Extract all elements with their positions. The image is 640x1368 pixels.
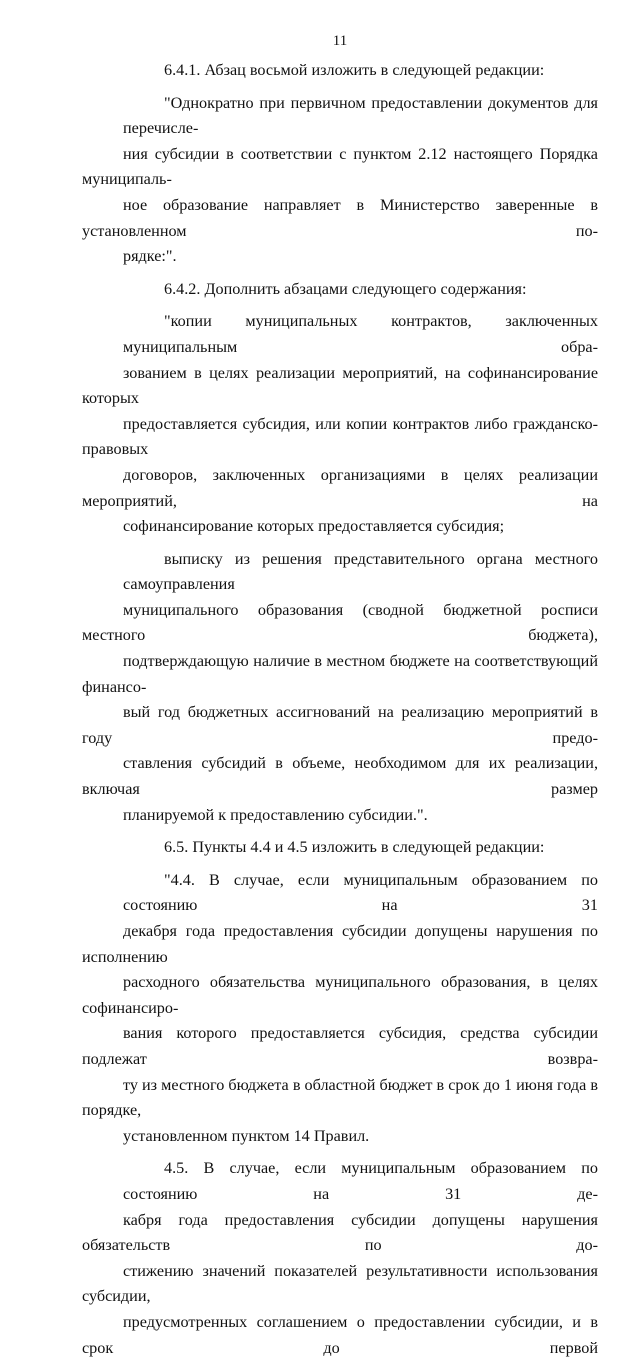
text-line: 6.5. Пункты 4.4 и 4.5 изложить в следующей редакции: xyxy=(164,838,545,857)
text-line: рядке:". xyxy=(123,247,177,266)
document-body xyxy=(82,58,598,1368)
text-line: вый год бюджетных ассигнований на реализацию мероприятий в году предо- xyxy=(82,703,598,747)
text-line: зованием в целях реализации мероприятий, на софинансирование которых xyxy=(82,363,598,408)
text-line: муниципального образования (сводной бюджетной росписи местного бюджета), xyxy=(82,600,598,645)
text-line: "копии муниципальных контрактов, заключенных муниципальным обра- xyxy=(123,312,598,356)
text-line: ния субсидии в соответствии с пунктом 2.12 настоящего Порядка муниципаль- xyxy=(82,144,598,189)
text-line: выписку из решения представительного органа местного самоуправления xyxy=(123,549,598,594)
paragraph-quote-first-submission xyxy=(82,91,598,270)
text-line: подтверждающую наличие в местном бюджете на соответствующий финансо- xyxy=(82,652,598,696)
text-line: 4.5. В случае, если муниципальным образованием по состоянию на 31 де- xyxy=(123,1159,598,1203)
text-line: вания которого предоставляется субсидия, средства субсидии подлежат возвра- xyxy=(82,1024,598,1068)
text-line: предусмотренных соглашением о предоставлении субсидии, и в срок до первой xyxy=(82,1312,598,1357)
text-line: кабря года предоставления субсидии допущены нарушения обязательств по до- xyxy=(82,1210,598,1255)
text-line: планируемой к предоставлению субсидии.". xyxy=(123,805,428,824)
text-line: предоставляется субсидия, или копии контрактов либо гражданско-правовых xyxy=(82,414,598,459)
text-line: ставления субсидий в объеме, необходимом для их реализации, включая размер xyxy=(82,754,598,799)
paragraph-4-5 xyxy=(82,1156,598,1361)
text-line: договоров, заключенных организациями в целях реализации мероприятий, на xyxy=(82,465,598,510)
paragraph-budget-extract xyxy=(82,547,598,829)
text-line: ное образование направляет в Министерство заверенные в установленном по- xyxy=(82,195,598,240)
paragraph-4-4 xyxy=(82,868,598,1150)
text-line: установленном пунктом 14 Правил. xyxy=(123,1126,370,1145)
paragraph-6-5 xyxy=(82,835,598,861)
text-line: декабря года предоставления субсидии допущены нарушения по исполнению xyxy=(82,922,598,966)
text-line: софинансирование которых предоставляется субсидия; xyxy=(123,517,505,536)
text-line: "Однократно при первичном предоставлении документов для перечисле- xyxy=(123,93,598,138)
text-line: 6.4.2. Дополнить абзацами следующего содержания: xyxy=(164,279,527,298)
text-line: "4.4. В случае, если муниципальным образованием по состоянию на 31 xyxy=(123,870,598,915)
paragraph-6-4-1 xyxy=(82,58,598,84)
paragraph-contract-copies xyxy=(82,309,598,539)
paragraph-6-4-2 xyxy=(82,277,598,303)
text-line: 6.4.1. Абзац восьмой изложить в следующей редакции: xyxy=(164,61,545,79)
page-number: 11 xyxy=(332,33,348,49)
text-line: стижению значений показателей результативности использования субсидии, xyxy=(82,1261,598,1306)
text-line: ту из местного бюджета в областной бюджет в срок до 1 июня года в порядке, xyxy=(82,1075,598,1120)
text-line: расходного обязательства муниципального образования, в целях софинансиро- xyxy=(82,973,598,1017)
